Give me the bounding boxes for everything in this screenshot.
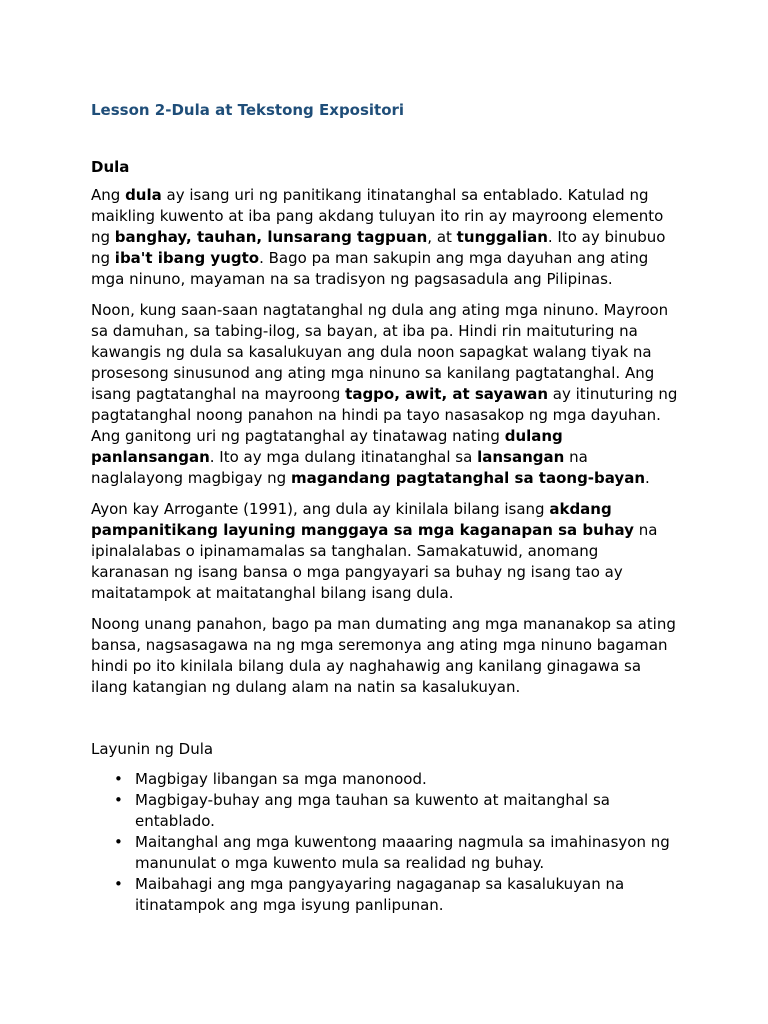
text-run: . Ito ay mga dulang itinatanghal sa [209, 448, 478, 466]
bold-term: banghay, tauhan, lunsarang tagpuan [114, 228, 428, 246]
bold-term: akdang pampanitikang layuning manggaya sa mga kaganapan sa buhay [91, 500, 634, 539]
text-run: . Ito ay binubuo ng [91, 228, 666, 267]
bold-term: iba't ibang yugto [114, 249, 260, 267]
text-run: . Bago pa man sakupin ang mga dayuhan ang ating mga ninuno, mayaman na sa tradisyon ng pagsasadula ang Pilipinas. [91, 249, 649, 288]
list-item-text: Magbigay libangan sa mga manonood. [135, 770, 427, 788]
bullet-icon: • [114, 875, 123, 893]
text-run: , at [427, 228, 457, 246]
spacer [91, 708, 681, 739]
text-run: na ipinalalabas o ipinamamalas sa tanghalan. Samakatuwid, anomang karanasan ng isang bansa o mga pangyayari sa buhay ng isang tao ay maitatampok at maitatanghal bilang isang dula. [91, 521, 658, 602]
document-page [91, 100, 681, 916]
layunin-list [91, 769, 681, 916]
list-item-text: Maibahagi ang mga pangyayaring nagaganap sa kasalukuyan na itinatampok ang mga isyung panlipunan. [135, 875, 625, 914]
paragraph-2 [91, 300, 681, 489]
paragraph-3 [91, 499, 681, 604]
paragraph-1 [91, 185, 681, 290]
text-run: ay itinuturing ng pagtatanghal noong panahon na hindi pa tayo nasasakop ng mga dayuhan. Ang ganitong uri ng pagtatanghal ay tinatawag nating [91, 385, 678, 445]
bold-term: tagpo, awit, at sayawan [345, 385, 549, 403]
bold-term: lansangan [477, 448, 565, 466]
list-item-text: Maitanghal ang mga kuwentong maaaring nagmula sa imahinasyon ng manunulat o mga kuwento mula sa realidad ng buhay. [135, 833, 670, 872]
bullet-icon: • [114, 770, 123, 788]
list-item-text: Magbigay-buhay ang mga tauhan sa kuwento at maitanghal sa entablado. [135, 791, 610, 830]
bullet-icon: • [114, 833, 123, 851]
text-run: . [645, 469, 650, 487]
lesson-title: Lesson 2-Dula at Tekstong Expositori [91, 101, 405, 119]
bold-term: magandang pagtatanghal sa taong-bayan [290, 469, 646, 487]
text-run: Ayon kay Arrogante (1991), ang dula ay kinilala bilang isang [91, 500, 550, 518]
bullet-icon: • [114, 791, 123, 809]
bold-term: dula [125, 186, 162, 204]
list-item [114, 874, 681, 916]
section-heading-dula: Dula [91, 158, 130, 176]
text-run: Noong unang panahon, bago pa man dumating ang mga mananakop sa ating bansa, nagsasagawa na ng mga seremonya ang ating mga ninuno bagaman hindi po ito kinilala bilang dula ay naghahawig ang kanilang ginagawa sa ilang katangian ng dulang alam na natin sa kasalukuyan. [91, 615, 676, 696]
paragraph-4 [91, 614, 681, 698]
list-item [114, 769, 681, 790]
bold-term: dulang panlansangan [91, 427, 563, 466]
layunin-heading: Layunin ng Dula [91, 740, 214, 758]
bold-term: tunggalian [456, 228, 548, 246]
text-run: Ang [91, 186, 126, 204]
list-item [114, 832, 681, 874]
text-run: ay isang uri ng panitikang itinatanghal sa entablado. Katulad ng maikling kuwento at iba pang akdang tuluyan ito rin ay mayroong elemento ng [91, 186, 664, 246]
text-run: Noon, kung saan-saan nagtatanghal ng dula ang ating mga ninuno. Mayroon sa damuhan, sa tabing-ilog, sa bayan, at iba pa. Hindi rin maituturing na kawangis ng dula sa kasalukuyan ang dula noon sapagkat walang tiyak na prosesong sinusunod ang ating mga ninuno sa kanilang pagtatanghal. Ang isang pagtatanghal na mayroong [91, 301, 669, 403]
text-run: na naglalayong magbigay ng [91, 448, 588, 487]
list-item [114, 790, 681, 832]
